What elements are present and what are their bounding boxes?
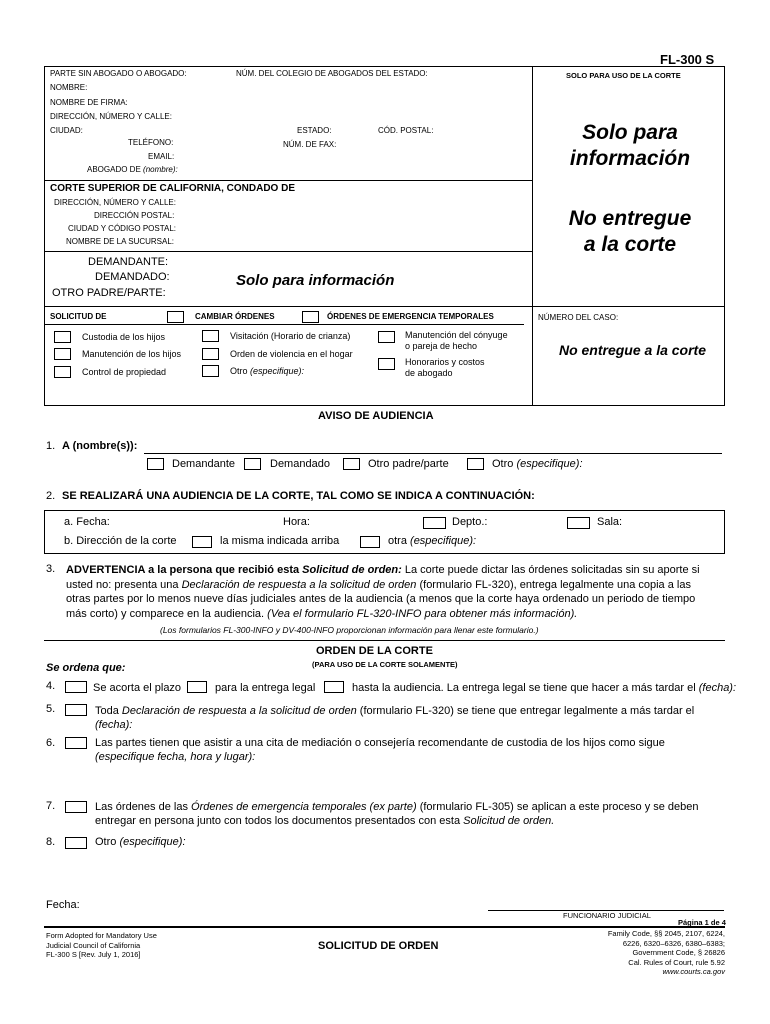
- change-orders-checkbox[interactable]: [167, 311, 184, 323]
- custody-label: Custodia de los hijos: [82, 332, 166, 342]
- order8-number: 8.: [46, 836, 56, 848]
- emergency-orders-label: ÓRDENES DE EMERGENCIA TEMPORALES: [327, 312, 494, 321]
- ordered-label: Se ordena que:: [46, 662, 126, 674]
- item3-number: 3.: [46, 563, 56, 575]
- emergency-orders-checkbox[interactable]: [302, 311, 319, 323]
- attorney-fees-label: Honorarios y costos de abogado: [405, 357, 485, 378]
- address-field[interactable]: DIRECCIÓN, NÚMERO Y CALLE:: [50, 112, 172, 121]
- order-date-label: Fecha:: [46, 899, 80, 911]
- info-note: (Los formularios FL-300-INFO y DV-400-INFO proporcionan información para llenar este formulario.): [160, 625, 539, 635]
- request-other-checkbox[interactable]: [202, 365, 219, 377]
- divider-2: [44, 251, 532, 252]
- dv-order-checkbox[interactable]: [202, 348, 219, 360]
- attorney-for-field[interactable]: ABOGADO DE (nombre):: [87, 165, 178, 174]
- order4-text-a: Se acorta el plazo: [93, 682, 182, 694]
- room-checkbox[interactable]: [567, 517, 590, 529]
- court-branch-field[interactable]: NOMBRE DE LA SUCURSAL:: [66, 237, 175, 246]
- order5-checkbox[interactable]: [65, 704, 87, 716]
- order6-number: 6.: [46, 737, 56, 749]
- property-checkbox[interactable]: [54, 366, 71, 378]
- fax-field[interactable]: NÚM. DE FAX:: [283, 140, 337, 149]
- phone-field[interactable]: TELÉFONO:: [128, 138, 174, 147]
- custody-checkbox[interactable]: [54, 331, 71, 343]
- zip-field[interactable]: CÓD. POSTAL:: [378, 126, 434, 135]
- notice-other-parent-checkbox[interactable]: [343, 458, 360, 470]
- court-address-label: b. Dirección de la corte: [64, 535, 177, 547]
- adopted-note: Form Adopted for Mandatory Use Judicial Council of California FL-300 S [Rev. July 1, 2016]: [46, 931, 157, 959]
- visitation-label: Visitación (Horario de crianza): [230, 331, 351, 341]
- city-field[interactable]: CIUDAD:: [50, 126, 83, 135]
- visitation-checkbox[interactable]: [202, 330, 219, 342]
- notice-other-checkbox[interactable]: [467, 458, 484, 470]
- hearing-room-field[interactable]: Sala:: [597, 516, 623, 528]
- firm-field[interactable]: NOMBRE DE FIRMA:: [50, 98, 128, 107]
- order6-text: Las partes tienen que asistir a una cita de mediación o consejería recomendante de custodia de los hijos como sigue (especifique fecha, hora y lugar):: [95, 737, 665, 763]
- court-city-field[interactable]: CIUDAD Y CÓDIGO POSTAL:: [68, 224, 177, 233]
- order7-checkbox[interactable]: [65, 801, 87, 813]
- footer-divider: [44, 926, 725, 928]
- email-field[interactable]: EMAIL:: [148, 152, 175, 161]
- order4-number: 4.: [46, 680, 56, 692]
- property-label: Control de propiedad: [82, 367, 167, 377]
- divider-1: [44, 180, 532, 181]
- caption-info-stamp: Solo para información: [236, 272, 395, 289]
- notice-petitioner-checkbox[interactable]: [147, 458, 164, 470]
- order-subtitle: (PARA USO DE LA CORTE SOLAMENTE): [312, 660, 458, 669]
- order4-text-b: para la entrega legal: [215, 682, 316, 694]
- item2-text: SE REALIZARÁ UNA AUDIENCIA DE LA CORTE, TAL COMO SE INDICA A CONTINUACIÓN:: [62, 490, 535, 502]
- court-title: CORTE SUPERIOR DE CALIFORNIA, CONDADO DE: [50, 183, 296, 194]
- item1-number: 1.: [46, 440, 56, 452]
- order-divider: [44, 640, 725, 641]
- notice-petitioner-label: Demandante: [172, 458, 235, 470]
- state-field[interactable]: ESTADO:: [297, 126, 332, 135]
- notice-other-parent-label: Otro padre/parte: [368, 458, 449, 470]
- same-address-label: la misma indicada arriba: [220, 535, 340, 547]
- no-deliver-stamp: No entregue a la corte: [568, 207, 692, 256]
- order8-text: Otro (especifique):: [95, 836, 186, 848]
- attorney-fees-checkbox[interactable]: [378, 358, 395, 370]
- code-citations: Family Code, §§ 2045, 2107, 6224, 6226, 6320–6326, 6380–6383; Government Code, § 26826 Cal. Rules of Court, rule 5.92 www.courts.ca.gov: [607, 929, 725, 976]
- other-parent-label: OTRO PADRE/PARTE:: [52, 287, 166, 299]
- order4-service-checkbox[interactable]: [187, 681, 207, 693]
- hearing-date-field[interactable]: a. Fecha:: [64, 516, 110, 528]
- item1-label: A (nombre(s)):: [62, 440, 138, 452]
- form-title: SOLICITUD DE ORDEN: [318, 940, 439, 952]
- warning-text: ADVERTENCIA a la persona que recibió esta Solicitud de orden: La corte puede dictar las órdenes solicitadas sin su aporte si usted no: presenta una Declaración de respuesta a la solicitud de orden (formulario FL-320), entrega legalmente una copia a las otras partes por lo menos nueve días judiciales antes de la audiencia (a menos que la corte haya ordenado un periodo de tiempo más corto) y comparece en la audiencia. (Vea el formulario FL-320-INFO para obtener más información).: [66, 564, 700, 620]
- divider-3: [44, 306, 725, 307]
- hearing-box: [44, 510, 725, 554]
- item2-number: 2.: [46, 490, 56, 502]
- order7-number: 7.: [46, 800, 56, 812]
- same-address-checkbox[interactable]: [192, 536, 212, 548]
- notice-respondent-label: Demandado: [270, 458, 330, 470]
- child-support-label: Manutención de los hijos: [82, 349, 182, 359]
- court-address-field[interactable]: DIRECCIÓN, NÚMERO Y CALLE:: [54, 198, 176, 207]
- case-no-deliver-stamp: No entregue a la corte: [558, 342, 707, 358]
- notice-respondent-checkbox[interactable]: [244, 458, 261, 470]
- order5-text: Toda Declaración de respuesta a la solicitud de orden (formulario FL-320) se tiene que entregar legalmente a más tardar el (fecha):: [95, 705, 695, 731]
- hearing-time-field[interactable]: Hora:: [283, 516, 310, 528]
- dv-order-label: Orden de violencia en el hogar: [230, 349, 353, 359]
- page-number: Página 1 de 4: [678, 918, 726, 927]
- dept-checkbox[interactable]: [423, 517, 446, 529]
- child-support-checkbox[interactable]: [54, 348, 71, 360]
- hearing-dept-field[interactable]: Depto.:: [452, 516, 488, 528]
- order5-number: 5.: [46, 703, 56, 715]
- court-use-label: SOLO PARA USO DE LA CORTE: [566, 71, 681, 80]
- info-only-stamp: Solo para información: [569, 121, 691, 170]
- order-title: ORDEN DE LA CORTE: [316, 645, 433, 657]
- bar-label: NÚM. DEL COLEGIO DE ABOGADOS DEL ESTADO:: [236, 69, 428, 78]
- party-label: PARTE SIN ABOGADO O ABOGADO:: [50, 69, 187, 78]
- notice-title: AVISO DE AUDIENCIA: [318, 410, 434, 422]
- name-field[interactable]: NOMBRE:: [50, 83, 88, 92]
- order4-hearing-checkbox[interactable]: [324, 681, 344, 693]
- form-id: FL-300 S: [660, 52, 715, 67]
- request-underline: [44, 324, 524, 325]
- right-column-divider: [532, 66, 533, 406]
- order6-checkbox[interactable]: [65, 737, 87, 749]
- spousal-support-checkbox[interactable]: [378, 331, 395, 343]
- order8-checkbox[interactable]: [65, 837, 87, 849]
- change-orders-label: CAMBIAR ÓRDENES: [195, 312, 275, 321]
- order4-checkbox[interactable]: [65, 681, 87, 693]
- other-address-label: otra (especifique):: [388, 535, 477, 547]
- respondent-label: DEMANDADO:: [95, 271, 170, 283]
- request-other-label: Otro (especifique):: [230, 366, 305, 376]
- notice-other-label: Otro (especifique):: [492, 458, 583, 470]
- request-title: SOLICITUD DE: [50, 312, 107, 321]
- court-mail-field[interactable]: DIRECCIÓN POSTAL:: [94, 211, 175, 220]
- order4-text-c: hasta la audiencia. La entrega legal se tiene que hacer a más tardar el (fecha):: [352, 682, 737, 694]
- judicial-officer-label: FUNCIONARIO JUDICIAL: [563, 911, 651, 920]
- item1-name-line[interactable]: [144, 453, 722, 454]
- petitioner-label: DEMANDANTE:: [88, 256, 169, 268]
- order7-text: Las órdenes de las Órdenes de emergencia temporales (ex parte) (formulario FL-305) se aplican a este proceso y se deben entregar en persona junto con todos los documentos presentados con esta Solicitud de orden.: [95, 801, 699, 827]
- spousal-support-label: Manutención del cónyuge o pareja de hecho: [405, 330, 508, 351]
- case-number-label: NÚMERO DEL CASO:: [538, 313, 619, 322]
- other-address-checkbox[interactable]: [360, 536, 380, 548]
